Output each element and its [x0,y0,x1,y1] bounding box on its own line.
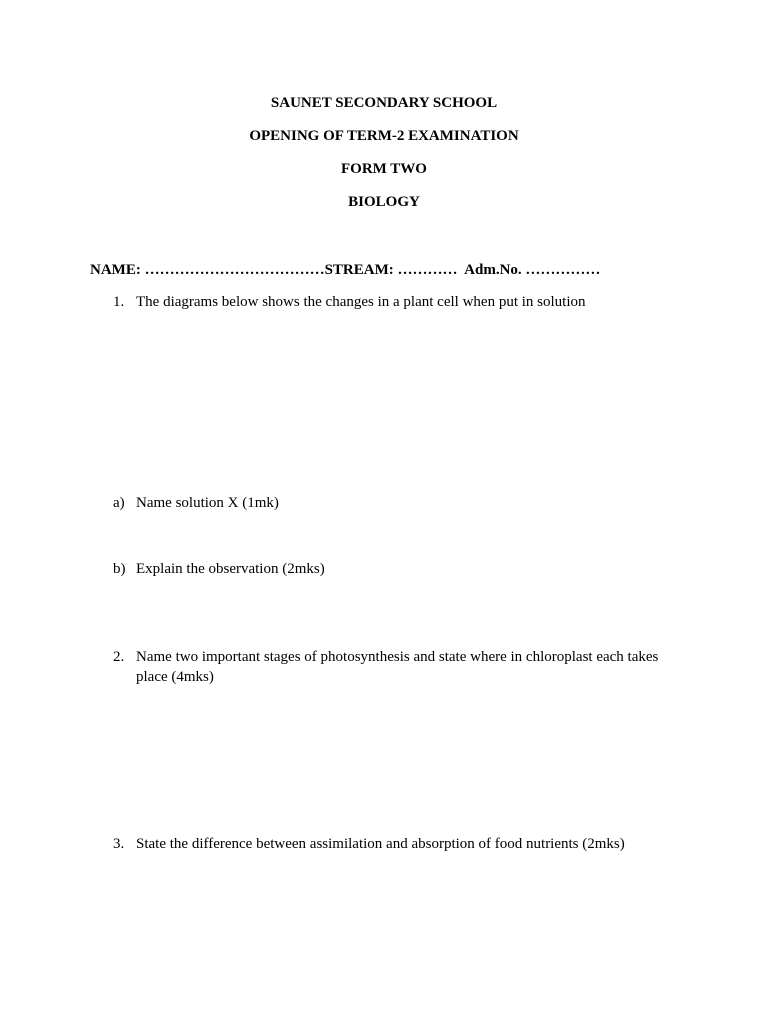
question-number: 3. [113,836,125,852]
question-number: 2. [113,649,125,665]
form-level: FORM TWO [341,161,427,177]
subject-title: BIOLOGY [348,194,420,210]
question-text: State the difference between assimilation and absorption of food nutrients (2mks) [136,836,625,852]
question-text: Name two important stages of photosynthesis and state where in chloroplast each takes place (4mks) [136,649,659,685]
exam-title: OPENING OF TERM-2 EXAMINATION [249,128,519,144]
part-label: b) [113,561,126,577]
question-text: The diagrams below shows the changes in a plant cell when put in solution [136,294,586,310]
part-text: Name solution X (1mk) [136,495,279,511]
school-name: SAUNET SECONDARY SCHOOL [270,95,498,111]
student-info-line: NAME: ………………………………STREAM: ………… Adm.No. …………… [90,262,601,278]
question-number: 1. [113,294,125,310]
part-text: Explain the observation (2mks) [136,561,325,577]
part-label: a) [113,495,125,511]
